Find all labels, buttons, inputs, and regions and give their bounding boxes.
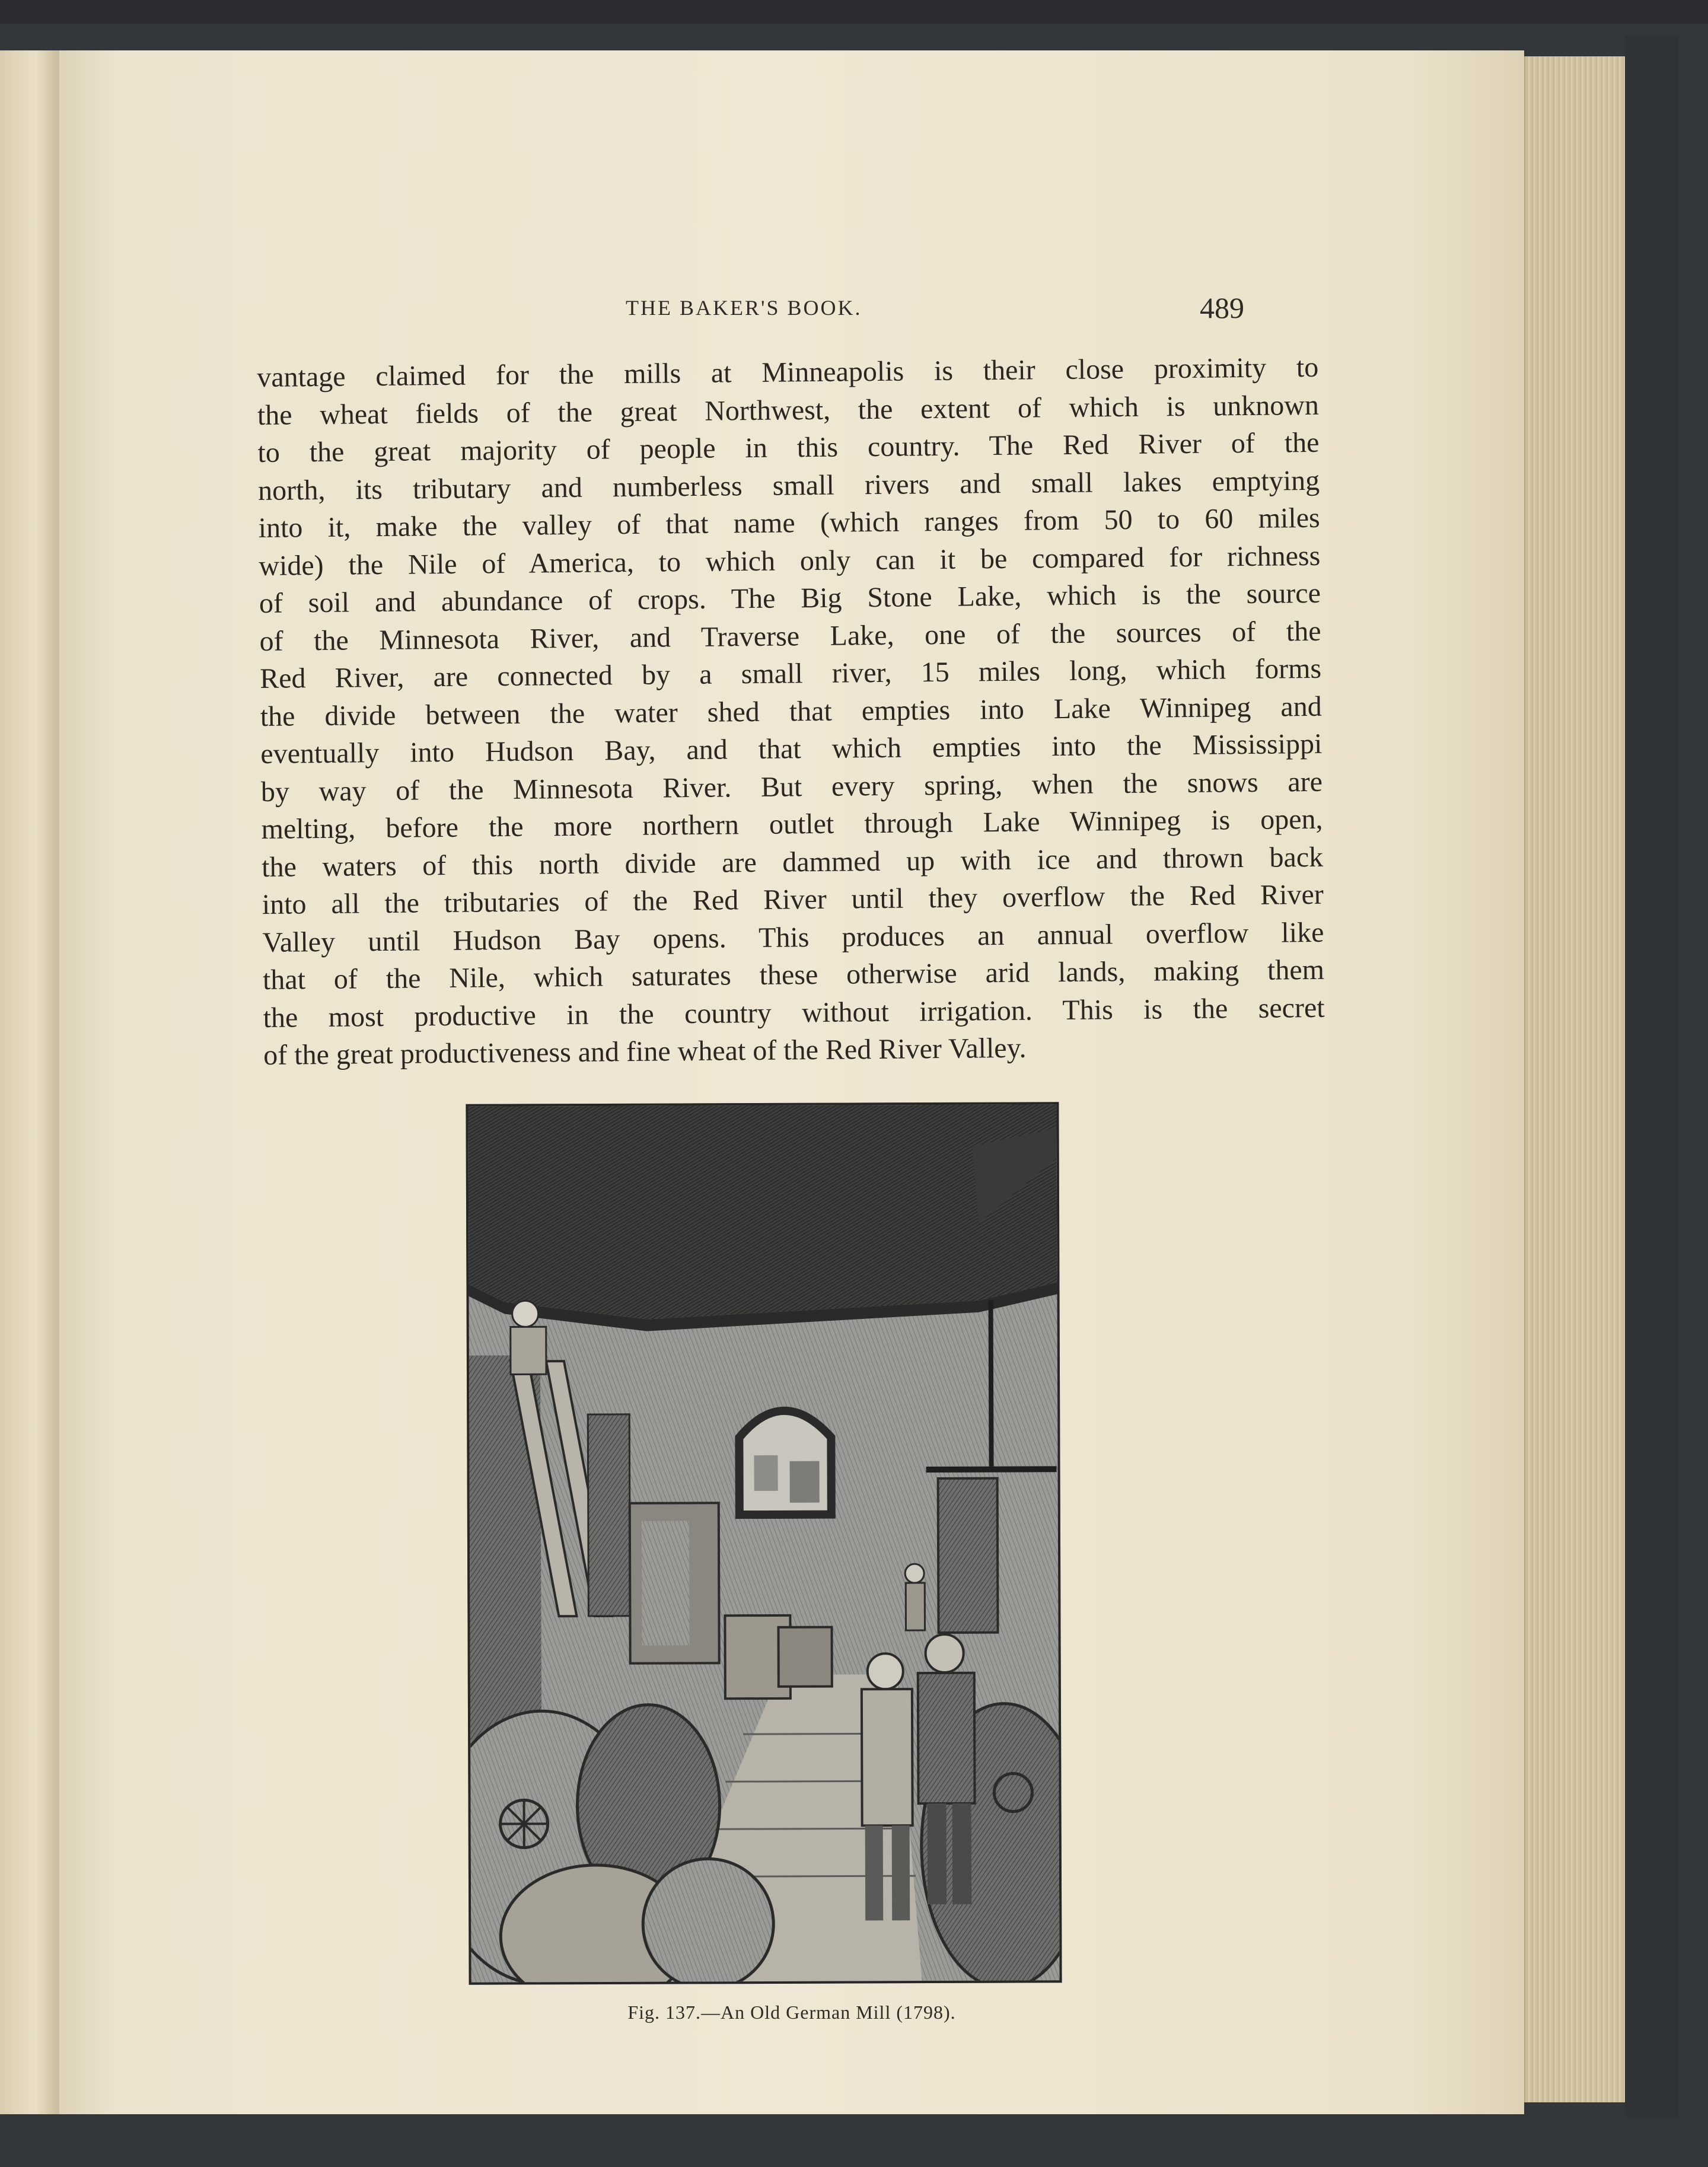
text-line: eventually into Hudson Bay, and that which empties into the Mississippi xyxy=(260,728,1323,770)
body-paragraph xyxy=(257,349,1325,1075)
text-line: of the great productiveness and fine wheat of the Red River Valley. xyxy=(263,1032,1027,1071)
miller-figure-body xyxy=(511,1327,546,1374)
scale-beam xyxy=(926,1469,1057,1470)
man-figure-leg xyxy=(928,1803,947,1904)
text-line: vantage claimed for the mills at Minneapolis is their close proximity to xyxy=(257,351,1319,393)
running-title: THE BAKER'S BOOK. xyxy=(626,296,862,320)
text-line: that of the Nile, which saturates these otherwise arid lands, making them xyxy=(262,954,1325,996)
miller-figure-head xyxy=(512,1301,538,1327)
man-figure-head xyxy=(868,1653,903,1689)
man-figure-body xyxy=(918,1673,975,1803)
text-line: the wheat fields of the great Northwest, the extent of which is unknown xyxy=(257,389,1320,431)
text-line: by way of the Minnesota River. But every spring, when the snows are xyxy=(260,766,1323,808)
text-line: to the great majority of people in this country. The Red River of the xyxy=(257,426,1320,469)
text-line: north, its tributary and numberless small rivers and small lakes emptying xyxy=(257,464,1320,506)
book-page xyxy=(59,50,1524,2114)
wooden-frame xyxy=(588,1414,630,1616)
scale-chain xyxy=(991,1301,992,1467)
man-figure-head xyxy=(926,1634,964,1672)
figure-caption: Fig. 137.—An Old German Mill (1798). xyxy=(627,2002,956,2023)
text-line: of soil and abundance of crops. The Big Stone Lake, which is the source xyxy=(259,577,1321,619)
cover-edge xyxy=(1625,36,1678,2117)
grain-bin-door xyxy=(642,1521,690,1645)
man-figure-leg xyxy=(865,1825,884,1920)
man-figure-leg xyxy=(892,1825,910,1920)
mill-illustration xyxy=(466,1102,1062,1984)
text-line: the divide between the water shed that empties into Lake Winnipeg and xyxy=(260,690,1322,732)
text-line: into all the tributaries of the Red River until they overflow the Red River xyxy=(262,878,1324,920)
text-line: of the Minnesota River, and Traverse Lake, one of the sources of the xyxy=(259,615,1321,657)
hanging-sack xyxy=(938,1478,998,1633)
man-figure-body xyxy=(862,1689,913,1825)
page-number: 489 xyxy=(1200,291,1244,324)
text-line: melting, before the more northern outlet through Lake Winnipeg is open, xyxy=(261,803,1323,845)
grain-sack xyxy=(643,1859,774,1983)
man-figure-leg xyxy=(952,1803,972,1904)
ceiling xyxy=(468,1104,1057,1320)
text-line: Red River, are connected by a small river, 15 miles long, which forms xyxy=(259,652,1322,694)
text-line: the waters of this north divide are dammed up with ice and thrown back xyxy=(261,841,1324,883)
text-line: the most productive in the country without irrigation. This is the secret xyxy=(263,992,1325,1034)
page-block-edges xyxy=(1524,56,1626,2102)
crate xyxy=(778,1627,831,1687)
text-line: wide) the Nile of America, to which only can it be compared for richness xyxy=(259,540,1321,582)
distant-building xyxy=(790,1461,820,1503)
running-head xyxy=(59,291,1524,326)
text-line: Valley until Hudson Bay opens. This produces an annual overflow like xyxy=(262,916,1324,958)
text-line: into it, make the valley of that name (which ranges from 50 to 60 miles xyxy=(258,502,1320,544)
facing-page-edge xyxy=(0,50,61,2114)
distant-building xyxy=(754,1455,777,1491)
